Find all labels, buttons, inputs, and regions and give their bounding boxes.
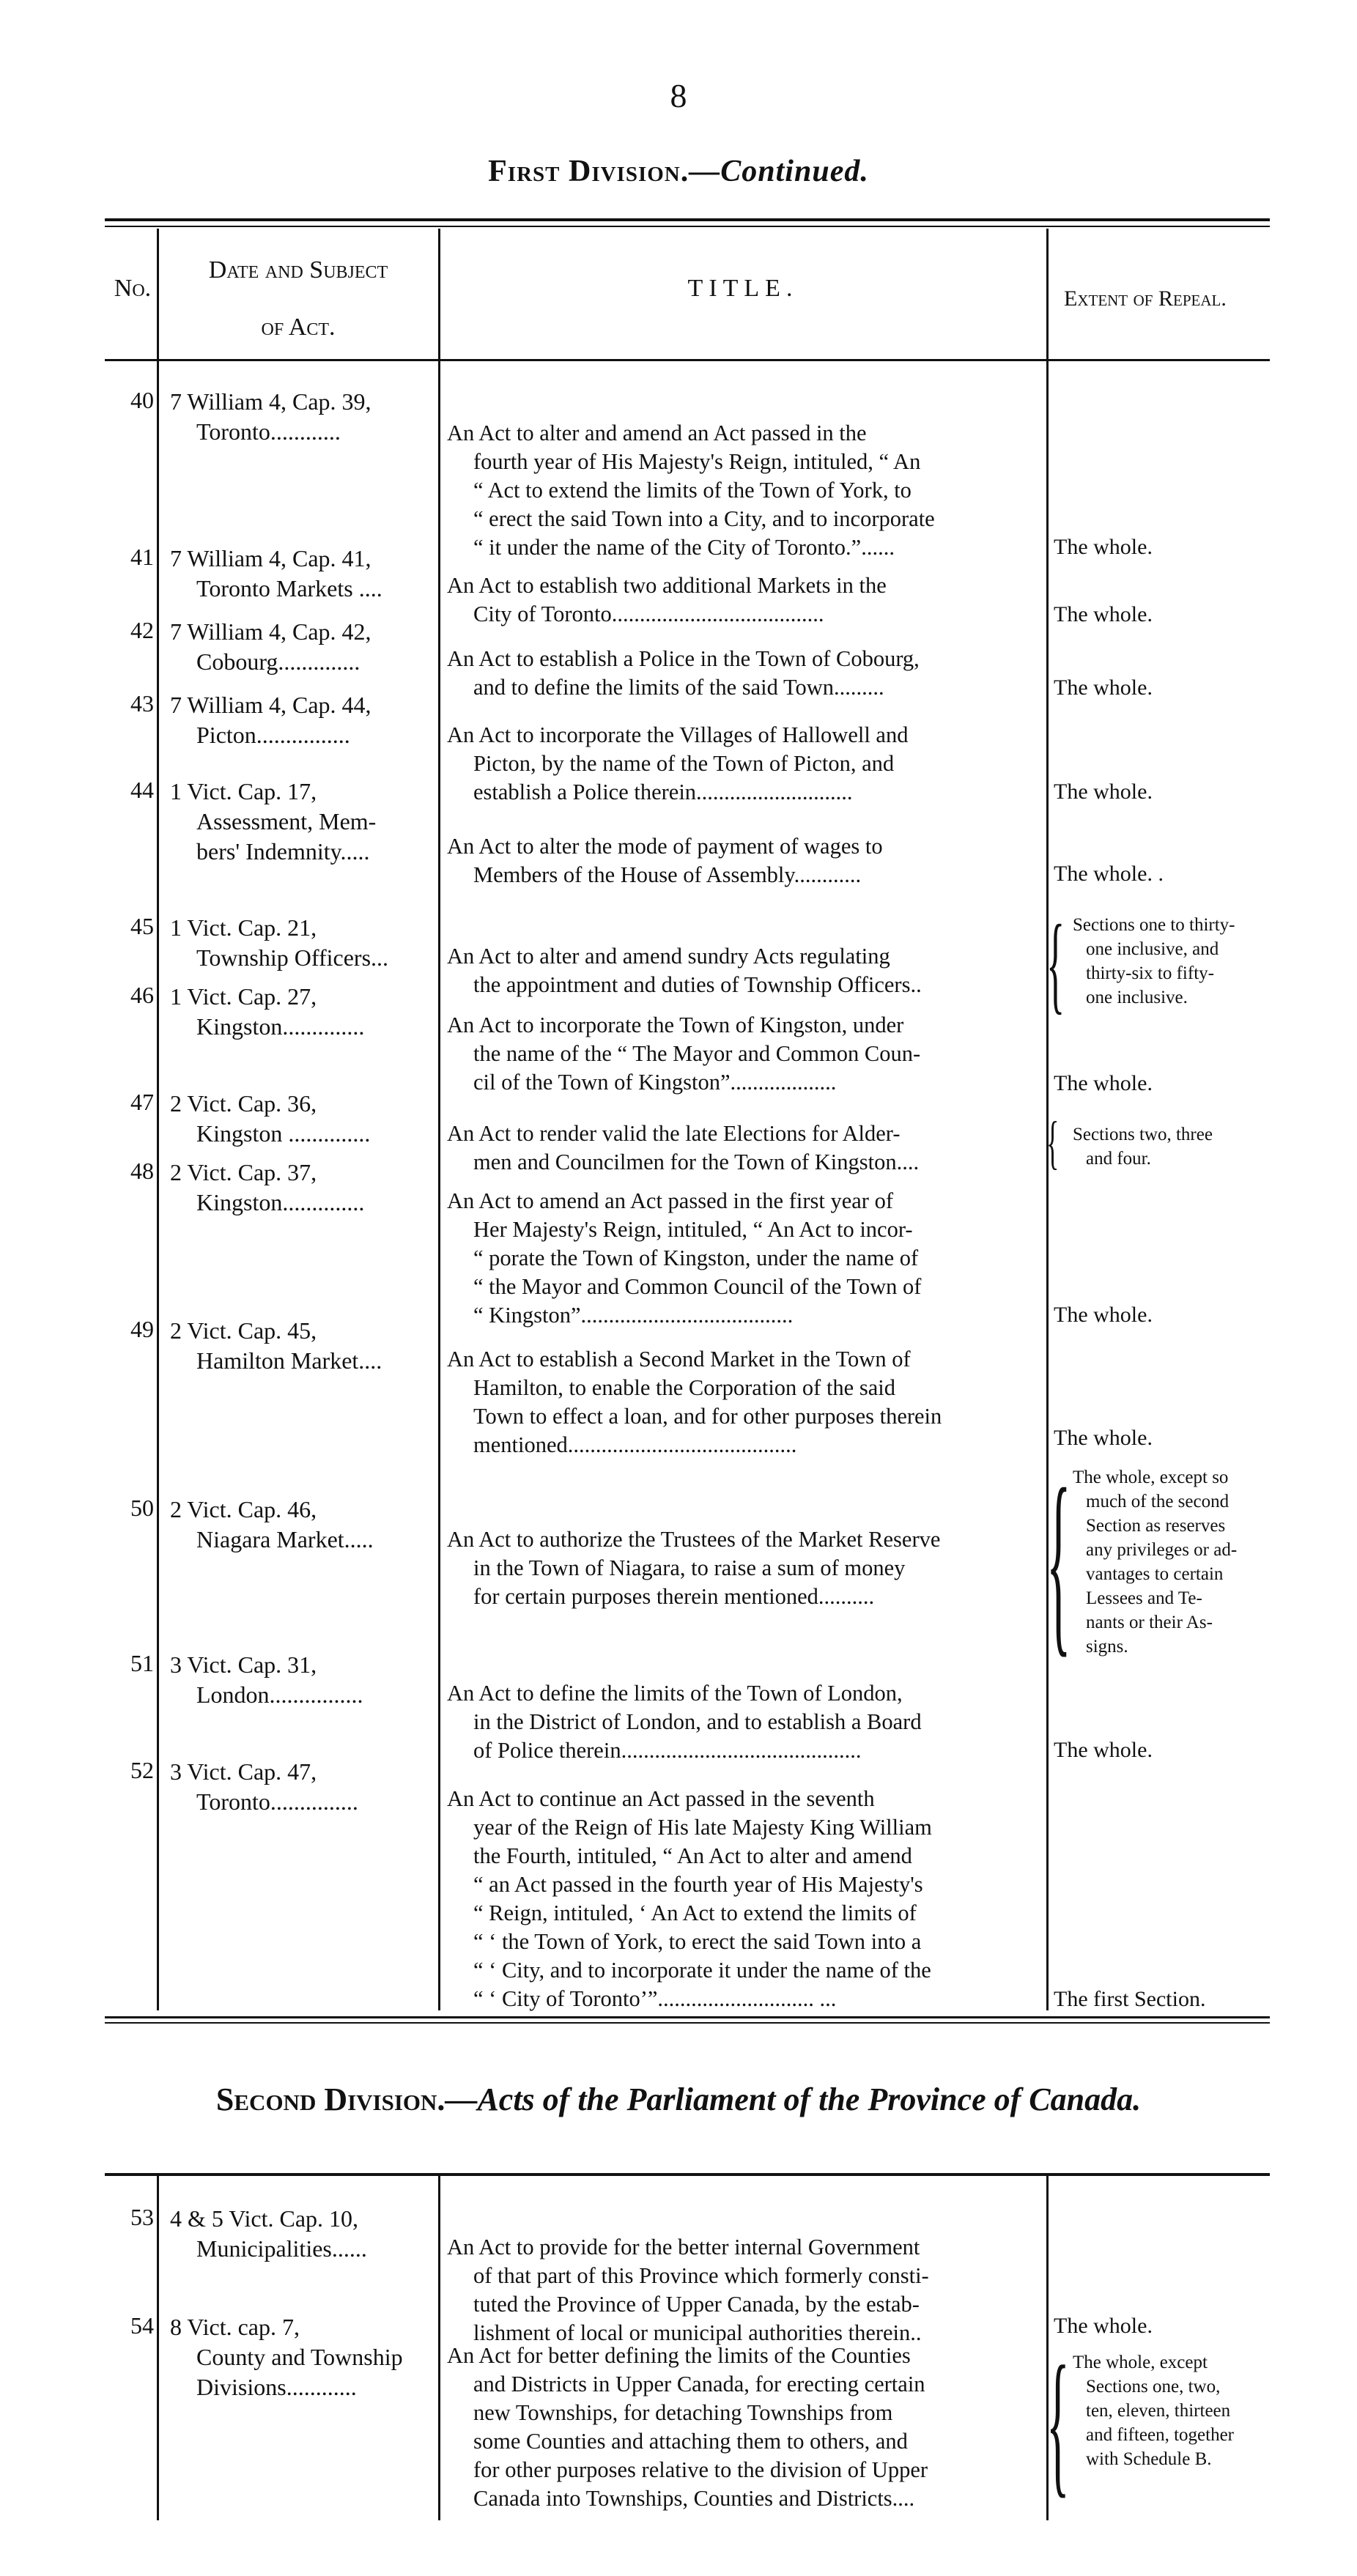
extent-line: nants or their As- bbox=[1086, 1613, 1213, 1632]
act-title bbox=[447, 1679, 1045, 1765]
act-date-subject bbox=[170, 1650, 434, 1710]
extent-of-repeal bbox=[1054, 533, 1273, 561]
header-top-rule-thin bbox=[105, 226, 1270, 227]
extent-line: and fifteen, together bbox=[1086, 2425, 1234, 2445]
act-date-subject bbox=[170, 1495, 434, 1555]
title-line: “ Kingston”...................................... bbox=[473, 1303, 794, 1328]
second-division-title: Second Division. bbox=[215, 2081, 445, 2117]
extent-of-repeal bbox=[1054, 1070, 1273, 1098]
extent-line: ten, eleven, thirteen bbox=[1086, 2401, 1231, 2421]
brace-icon: { bbox=[1046, 903, 1065, 1024]
act-title bbox=[447, 1785, 1045, 2013]
title-line: An Act to continue an Act passed in the seventh bbox=[447, 1786, 875, 1811]
title-line: An Act to define the limits of the Town of London, bbox=[447, 1681, 903, 1706]
title-line: fourth year of His Majesty's Reign, intituled, “ An bbox=[473, 449, 921, 474]
title-line: the name of the “ The Mayor and Common Coun- bbox=[473, 1041, 921, 1066]
date-line: 7 William 4, Cap. 39, bbox=[170, 388, 371, 415]
act-date-subject bbox=[170, 1316, 434, 1376]
act-title bbox=[447, 1525, 1045, 1611]
column-divider-no bbox=[157, 229, 159, 2010]
extent-line: and four. bbox=[1086, 1149, 1151, 1169]
date-line: Picton................ bbox=[196, 722, 350, 748]
extent-of-repeal bbox=[1073, 2350, 1293, 2471]
title-line: “ ‘ City, and to incorporate it under the name of the bbox=[473, 1958, 931, 1983]
extent-line: with Schedule B. bbox=[1086, 2449, 1212, 2469]
date-line: Municipalities...... bbox=[196, 2235, 367, 2262]
extent-line: one inclusive. bbox=[1086, 988, 1188, 1007]
extent-line: The whole. bbox=[1054, 676, 1153, 700]
act-number: 43 bbox=[130, 690, 154, 717]
second-division-subtitle: —Acts of the Parliament of the Province of Canada. bbox=[445, 2081, 1142, 2117]
act-number: 42 bbox=[130, 617, 154, 643]
extent-line: The whole. bbox=[1054, 602, 1153, 626]
date-line: 3 Vict. Cap. 31, bbox=[170, 1651, 317, 1678]
date-line: bers' Indemnity..... bbox=[196, 838, 370, 865]
date-line: Hamilton Market.... bbox=[196, 1347, 382, 1374]
act-title bbox=[447, 1345, 1045, 1459]
extent-line: The whole. bbox=[1054, 1738, 1153, 1762]
act-date-subject bbox=[170, 2204, 434, 2264]
date-line: Kingston.............. bbox=[196, 1189, 365, 1215]
date-line: 2 Vict. Cap. 36, bbox=[170, 1090, 317, 1117]
date-line: 7 William 4, Cap. 41, bbox=[170, 545, 371, 571]
brace-icon: { bbox=[1046, 1446, 1071, 1674]
act-number: 48 bbox=[130, 1158, 154, 1184]
act-date-subject bbox=[170, 617, 434, 677]
header-title: TITLE. bbox=[687, 275, 799, 302]
act-date-subject bbox=[170, 777, 434, 867]
date-line: Assessment, Mem- bbox=[196, 808, 377, 834]
title-line: for certain purposes therein mentioned.......... bbox=[473, 1584, 875, 1609]
title-line: “ erect the said Town into a City, and to incorporate bbox=[473, 506, 935, 531]
second-division-top-rule bbox=[105, 2173, 1270, 2176]
first-division-end-rule bbox=[105, 2016, 1270, 2018]
date-line: London................ bbox=[196, 1681, 363, 1708]
act-title bbox=[447, 2342, 1045, 2513]
title-line: “ ‘ City of Toronto’”............................ ... bbox=[473, 1986, 837, 2011]
date-line: Divisions............ bbox=[196, 2374, 357, 2400]
extent-line: Sections two, three bbox=[1073, 1125, 1213, 1144]
header-top-rule bbox=[105, 218, 1270, 221]
extent-line: The whole. bbox=[1054, 1303, 1153, 1327]
title-line: “ an Act passed in the fourth year of His Majesty's bbox=[473, 1872, 923, 1897]
extent-of-repeal bbox=[1054, 1424, 1273, 1452]
act-title bbox=[447, 645, 1045, 702]
date-line: 1 Vict. Cap. 27, bbox=[170, 983, 317, 1010]
act-date-subject bbox=[170, 544, 434, 604]
extent-of-repeal bbox=[1054, 1985, 1273, 2013]
header-bottom-rule bbox=[105, 359, 1270, 361]
act-number: 53 bbox=[130, 2204, 154, 2230]
act-date-subject bbox=[170, 1089, 434, 1149]
page-number: 8 bbox=[670, 77, 687, 114]
date-line: 1 Vict. Cap. 17, bbox=[170, 778, 317, 804]
date-line: 1 Vict. Cap. 21, bbox=[170, 914, 317, 941]
second-division-heading bbox=[0, 2081, 1357, 2118]
column-divider-date-2 bbox=[438, 2176, 440, 2520]
extent-of-repeal bbox=[1054, 674, 1273, 702]
act-number: 41 bbox=[130, 544, 154, 570]
division-title: First Division. bbox=[488, 155, 689, 188]
title-line: the appointment and duties of Township Officers.. bbox=[473, 972, 922, 997]
title-line: Her Majesty's Reign, intituled, “ An Act to incor- bbox=[473, 1217, 913, 1242]
act-number: 49 bbox=[130, 1316, 154, 1342]
title-line: An Act to alter and amend sundry Acts regulating bbox=[447, 944, 890, 969]
title-line: An Act to incorporate the Town of Kingston, under bbox=[447, 1013, 904, 1037]
act-title bbox=[447, 419, 1045, 562]
extent-line: Sections one, two, bbox=[1086, 2377, 1221, 2397]
header-date-subject-line1: Date and Subject bbox=[208, 256, 388, 284]
act-number: 40 bbox=[130, 387, 154, 413]
title-line: Picton, by the name of the Town of Picton, and bbox=[473, 751, 895, 776]
extent-line: much of the second bbox=[1086, 1492, 1230, 1511]
title-line: some Counties and attaching them to others, and bbox=[473, 2429, 908, 2454]
title-line: An Act to render valid the late Elections for Alder- bbox=[447, 1121, 901, 1146]
date-line: 8 Vict. cap. 7, bbox=[170, 2314, 300, 2340]
extent-line: signs. bbox=[1086, 1637, 1128, 1657]
title-line: tuted the Province of Upper Canada, by the estab- bbox=[473, 2292, 920, 2317]
title-line: for other purposes relative to the division of Upper bbox=[473, 2457, 928, 2482]
extent-of-repeal bbox=[1054, 1301, 1273, 1329]
extent-line: any privileges or ad- bbox=[1086, 1540, 1238, 1560]
title-line: Members of the House of Assembly............ bbox=[473, 862, 862, 887]
title-line: in the District of London, and to establish a Board bbox=[473, 1709, 922, 1734]
brace-icon: { bbox=[1046, 2333, 1070, 2512]
extent-of-repeal bbox=[1054, 2312, 1273, 2340]
title-line: An Act for better defining the limits of the Counties bbox=[447, 2343, 911, 2368]
title-line: of Police therein........................................... bbox=[473, 1738, 862, 1763]
extent-line: The whole, except bbox=[1073, 2353, 1208, 2372]
date-line: Toronto............ bbox=[196, 418, 341, 445]
extent-line: one inclusive, and bbox=[1086, 939, 1219, 959]
title-line: mentioned......................................... bbox=[473, 1432, 797, 1457]
date-line: Toronto............... bbox=[196, 1788, 358, 1815]
act-title bbox=[447, 571, 1045, 629]
act-date-subject bbox=[170, 913, 434, 973]
date-line: 4 & 5 Vict. Cap. 10, bbox=[170, 2205, 359, 2232]
extent-line: The first Section. bbox=[1054, 1987, 1206, 2011]
act-number: 45 bbox=[130, 913, 154, 939]
header-of-act: of Act. bbox=[261, 314, 336, 341]
extent-of-repeal bbox=[1054, 860, 1273, 888]
date-line: Toronto Markets .... bbox=[196, 575, 382, 602]
title-line: of that part of this Province which formerly consti- bbox=[473, 2263, 929, 2288]
act-number: 47 bbox=[130, 1089, 154, 1115]
act-number: 51 bbox=[130, 1650, 154, 1676]
act-title bbox=[447, 1119, 1045, 1177]
title-line: “ it under the name of the City of Toronto.”...... bbox=[473, 535, 895, 560]
act-date-subject bbox=[170, 387, 434, 447]
date-line: 7 William 4, Cap. 42, bbox=[170, 618, 371, 645]
title-line: new Townships, for detaching Townships from bbox=[473, 2400, 893, 2425]
title-line: men and Councilmen for the Town of Kingston.... bbox=[473, 1150, 920, 1174]
extent-of-repeal bbox=[1054, 601, 1273, 629]
date-line: Township Officers... bbox=[196, 944, 389, 971]
title-line: “ porate the Town of Kingston, under the name of bbox=[473, 1246, 919, 1270]
title-line: year of the Reign of His late Majesty King William bbox=[473, 1815, 932, 1840]
title-line: in the Town of Niagara, to raise a sum of money bbox=[473, 1555, 906, 1580]
title-line: An Act to authorize the Trustees of the Market Reserve bbox=[447, 1527, 941, 1552]
act-date-subject bbox=[170, 1158, 434, 1218]
extent-of-repeal bbox=[1054, 1736, 1273, 1764]
title-line: “ the Mayor and Common Council of the Town of bbox=[473, 1274, 922, 1299]
title-line: the Fourth, intituled, “ An Act to alter and amend bbox=[473, 1843, 912, 1868]
act-title bbox=[447, 942, 1045, 999]
date-line: Kingston .............. bbox=[196, 1120, 371, 1147]
act-date-subject bbox=[170, 982, 434, 1042]
title-line: cil of the Town of Kingston”................... bbox=[473, 1070, 837, 1095]
first-division-end-rule-thin bbox=[105, 2022, 1270, 2024]
title-line: An Act to establish a Police in the Town of Cobourg, bbox=[447, 646, 920, 671]
act-number: 54 bbox=[130, 2312, 154, 2339]
brace-icon: { bbox=[1046, 1111, 1060, 1175]
title-line: Canada into Townships, Counties and Districts.... bbox=[473, 2486, 915, 2511]
title-line: An Act to amend an Act passed in the first year of bbox=[447, 1188, 893, 1213]
column-divider-date bbox=[438, 229, 440, 2010]
title-line: establish a Police therein............................ bbox=[473, 780, 853, 804]
title-line: An Act to incorporate the Villages of Hallowell and bbox=[447, 722, 909, 747]
act-number: 44 bbox=[130, 777, 154, 803]
act-number: 52 bbox=[130, 1757, 154, 1783]
date-line: 2 Vict. Cap. 37, bbox=[170, 1159, 317, 1185]
act-date-subject bbox=[170, 2312, 434, 2402]
extent-line: The whole. bbox=[1054, 535, 1153, 559]
extent-line: thirty-six to fifty- bbox=[1086, 963, 1214, 983]
extent-line: Lessees and Te- bbox=[1086, 1588, 1202, 1608]
extent-line: The whole. . bbox=[1054, 862, 1164, 886]
extent-line: The whole. bbox=[1054, 1071, 1153, 1095]
act-title bbox=[447, 1011, 1045, 1097]
header-date-subject bbox=[158, 242, 438, 356]
title-line: Town to effect a loan, and for other purposes therein bbox=[473, 1404, 942, 1429]
act-title bbox=[447, 1187, 1045, 1330]
extent-of-repeal bbox=[1073, 913, 1293, 1010]
date-line: Kingston.............. bbox=[196, 1013, 365, 1040]
act-title bbox=[447, 832, 1045, 889]
extent-line: The whole. bbox=[1054, 780, 1153, 804]
date-line: 7 William 4, Cap. 44, bbox=[170, 692, 371, 718]
title-line: An Act to alter and amend an Act passed in the bbox=[447, 421, 867, 445]
header-no: No. bbox=[114, 275, 152, 302]
title-line: “ ‘ the Town of York, to erect the said Town into a bbox=[473, 1929, 922, 1954]
division-heading bbox=[0, 154, 1357, 189]
extent-line: vantages to certain bbox=[1086, 1564, 1224, 1584]
act-number: 50 bbox=[130, 1495, 154, 1521]
extent-line: Section as reserves bbox=[1086, 1516, 1226, 1536]
title-line: An Act to establish two additional Markets in the bbox=[447, 573, 887, 598]
title-line: An Act to alter the mode of payment of wages to bbox=[447, 834, 883, 859]
extent-line: The whole. bbox=[1054, 1426, 1153, 1450]
title-line: Hamilton, to enable the Corporation of the said bbox=[473, 1375, 895, 1400]
act-title bbox=[447, 721, 1045, 807]
date-line: 2 Vict. Cap. 46, bbox=[170, 1496, 317, 1522]
date-line: County and Township bbox=[196, 2344, 403, 2370]
extent-line: The whole, except so bbox=[1073, 1467, 1229, 1487]
act-number: 46 bbox=[130, 982, 154, 1008]
title-line: “ Act to extend the limits of the Town of York, to bbox=[473, 478, 912, 503]
header-extent: Extent of Repeal. bbox=[1064, 286, 1227, 311]
act-date-subject bbox=[170, 690, 434, 750]
extent-of-repeal bbox=[1054, 778, 1273, 806]
title-line: City of Toronto...................................... bbox=[473, 602, 824, 626]
date-line: Niagara Market..... bbox=[196, 1526, 374, 1552]
title-line: An Act to establish a Second Market in the Town of bbox=[447, 1347, 911, 1372]
title-line: lishment of local or municipal authorities therein.. bbox=[473, 2320, 922, 2345]
extent-of-repeal bbox=[1073, 1122, 1293, 1171]
title-line: and Districts in Upper Canada, for erecting certain bbox=[473, 2372, 925, 2397]
title-line: “ Reign, intituled, ‘ An Act to extend the limits of bbox=[473, 1900, 917, 1925]
extent-line: The whole. bbox=[1054, 2314, 1153, 2338]
act-title bbox=[447, 2233, 1045, 2347]
continued-label: —Continued. bbox=[689, 155, 869, 188]
extent-of-repeal bbox=[1073, 1465, 1293, 1659]
title-line: An Act to provide for the better internal Government bbox=[447, 2235, 920, 2259]
date-line: Cobourg.............. bbox=[196, 648, 360, 675]
column-divider-no-2 bbox=[157, 2176, 159, 2520]
date-line: 2 Vict. Cap. 45, bbox=[170, 1317, 317, 1344]
date-line: 3 Vict. Cap. 47, bbox=[170, 1758, 317, 1785]
title-line: and to define the limits of the said Town......... bbox=[473, 675, 884, 700]
act-date-subject bbox=[170, 1757, 434, 1817]
extent-line: Sections one to thirty- bbox=[1073, 915, 1235, 935]
